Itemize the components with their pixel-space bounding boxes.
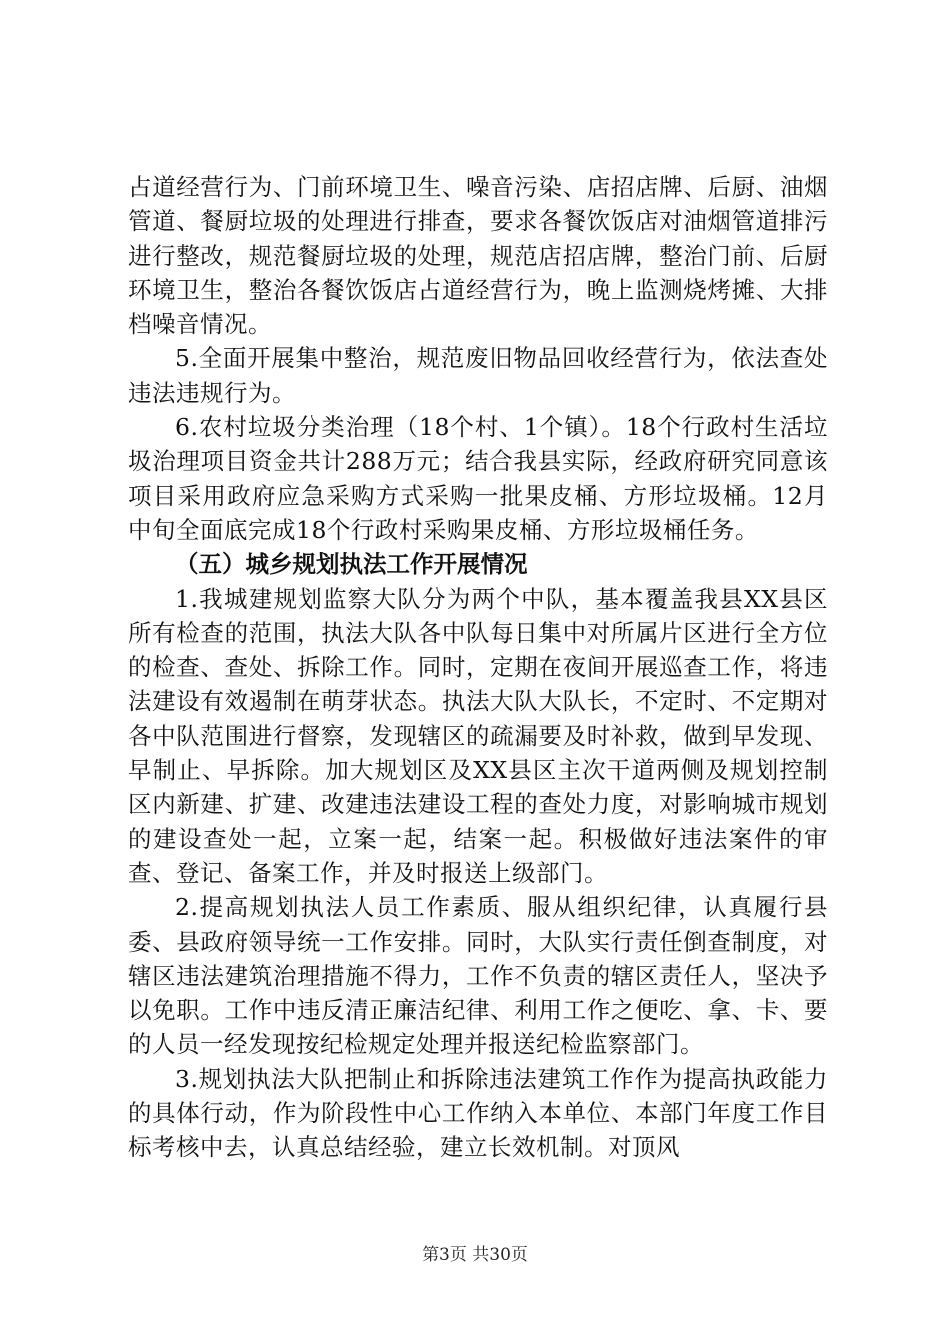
paragraph-planning-2: 2.提高规划执法人员工作素质、服从组织纪律，认真履行县委、县政府领导统一工作安排。同时，大队实行责任倒查制度，对辖区违法建筑治理措施不得力，工作不负责的辖区责任人，坚决予以免职。工作中违反清正廉洁纪律、利用工作之便吃、拿、卡、要的人员一经发现按纪检规定处理并报送纪检监察部门。	[128, 893, 828, 1059]
section-heading: （五）城乡规划执法工作开展情况	[175, 550, 528, 579]
paragraph-planning-1: 1.我城建规划监察大队分为两个中队，基本覆盖我县XX县区所有检查的范围，执法大队各中队每日集中对所属片区进行全方位的检查、查处、拆除工作。同时，定期在夜间开展巡查工作，将违法建设有效遏制在萌芽状态。执法大队大队长，不定时、不定期对各中队范围进行督察，发现辖区的疏漏要及时补救，做到早发现、早制止、早拆除。加大规划区及XX县区主次干道两侧及规划控制区内新建、扩建、改建违法建设工程的查处力度，对影响城市规划的建设查处一起，立案一起，结案一起。积极做好违法案件的审查、登记、备案工作，并及时报送上级部门。	[128, 584, 828, 887]
paragraph-continuation: 占道经营行为、门前环境卫生、噪音污染、店招店牌、后厨、油烟管道、餐厨垃圾的处理进行排查，要求各餐饮饭店对油烟管道排污进行整改，规范餐厨垃圾的处理，规范店招店牌，整治门前、后厨环境卫生，整治各餐饮饭店占道经营行为，晚上监测烧烤摊、大排档噪音情况。	[128, 173, 828, 339]
page-footer: 第3页 共30页	[422, 1245, 528, 1265]
document-body	[128, 170, 828, 1165]
paragraph-planning-3: 3.规划执法大队把制止和拆除违法建筑工作作为提高执政能力的具体行动，作为阶段性中心工作纳入本单位、本部门年度工作目标考核中去，认真总结经验，建立长效机制。对顶风	[128, 1064, 828, 1162]
paragraph-item-6: 6.农村垃圾分类治理（18个村、1个镇）。18个行政村生活垃圾治理项目资金共计288万元；结合我县实际，经政府研究同意该项目采用政府应急采购方式采购一批果皮桶、方形垃圾桶。12月中旬全面底完成18个行政村采购果皮桶、方形垃圾桶任务。	[128, 413, 828, 544]
paragraph-item-5: 5.全面开展集中整治，规范废旧物品回收经营行为，依法查处违法违规行为。	[128, 344, 828, 407]
